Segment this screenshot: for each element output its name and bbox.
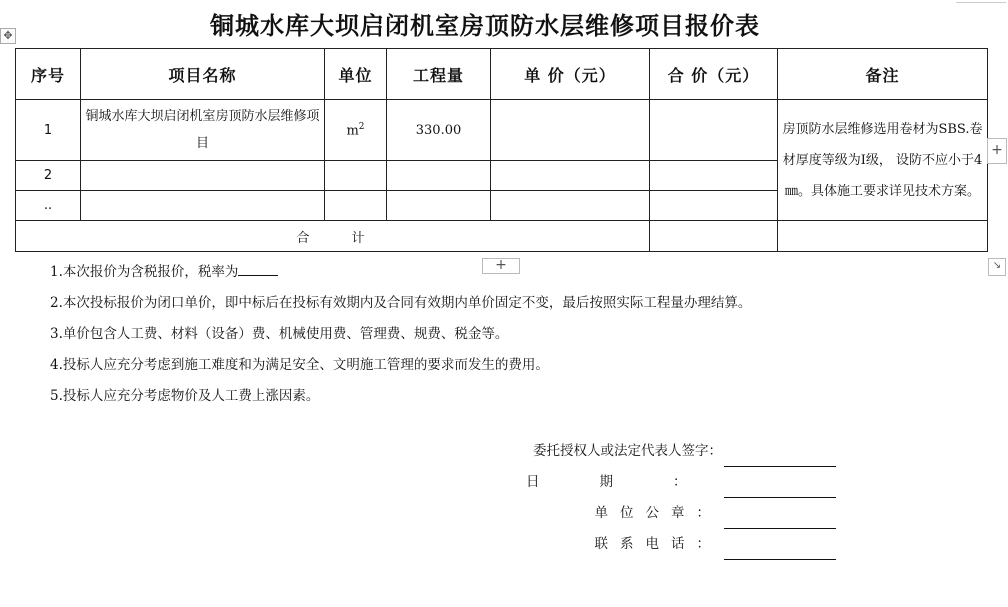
- notes-section: [50, 258, 751, 413]
- row-unit[interactable]: [325, 100, 387, 161]
- date-label: 日期：: [526, 474, 747, 490]
- add-column-icon[interactable]: +: [987, 138, 1007, 164]
- seal-row: [526, 498, 836, 529]
- note-item: 3.单价包含人工费、材料（设备）费、机械使用费、管理费、规费、税金等。: [50, 326, 509, 342]
- authorized-label: 委托授权人或法定代表人签字：: [533, 443, 722, 459]
- table-header-row: [16, 49, 988, 100]
- unit-superscript: 2: [358, 121, 365, 132]
- header-name: 项目名称: [81, 49, 325, 100]
- note-item: 5.投标人应充分考虑物价及人工费上涨因素。: [50, 388, 320, 404]
- note-item: 2.本次投标报价为闭口单价，即中标后在投标有效期内及合同有效期内单价固定不变，最后按照实际工程量办理结算。: [50, 295, 752, 311]
- header-total: 合 价（元）: [650, 49, 778, 100]
- row-price[interactable]: [491, 191, 650, 221]
- quote-table: [15, 48, 988, 252]
- row-qty[interactable]: [387, 161, 491, 191]
- document-title: 铜城水库大坝启闭机室房顶防水层维修项目报价表: [210, 12, 760, 40]
- row-qty[interactable]: 330.00: [387, 100, 491, 161]
- row-qty[interactable]: [387, 191, 491, 221]
- phone-blank[interactable]: [724, 541, 836, 560]
- row-unit[interactable]: [325, 161, 387, 191]
- total-label: 合 计: [16, 221, 650, 252]
- unit-text: m: [346, 123, 359, 139]
- header-unit: 单位: [325, 49, 387, 100]
- table-row: [16, 100, 988, 161]
- add-row-icon[interactable]: +: [482, 258, 520, 274]
- signature-section: [526, 436, 836, 560]
- phone-label: 联系电话：: [594, 536, 722, 552]
- seal-label: 单位公章：: [594, 505, 722, 521]
- table-total-row: [16, 221, 988, 252]
- total-remark-cell[interactable]: [778, 221, 988, 252]
- note-text: 1.本次报价为含税报价，税率为: [50, 264, 239, 280]
- signature-row: [526, 436, 836, 467]
- note-item: [50, 258, 751, 289]
- row-seq[interactable]: 2: [16, 161, 81, 191]
- header-seq: 序号: [16, 49, 81, 100]
- row-total[interactable]: [650, 191, 778, 221]
- seal-blank[interactable]: [724, 510, 836, 529]
- grand-total-cell[interactable]: [650, 221, 778, 252]
- row-price[interactable]: [491, 100, 650, 161]
- date-row: [526, 467, 836, 498]
- date-blank[interactable]: [724, 479, 836, 498]
- row-seq[interactable]: 1: [16, 100, 81, 161]
- page-corner-mark: [956, 2, 1006, 3]
- row-unit[interactable]: [325, 191, 387, 221]
- row-name[interactable]: [81, 161, 325, 191]
- note-item: 4.投标人应充分考虑到施工难度和为满足安全、文明施工管理的要求而发生的费用。: [50, 357, 549, 373]
- table-move-icon[interactable]: ✥: [0, 28, 16, 44]
- tax-rate-blank[interactable]: [238, 261, 278, 276]
- row-seq[interactable]: ..: [16, 191, 81, 221]
- authorized-blank[interactable]: [724, 448, 836, 467]
- header-qty: 工程量: [387, 49, 491, 100]
- header-price: 单 价（元）: [491, 49, 650, 100]
- row-price[interactable]: [491, 161, 650, 191]
- row-name[interactable]: [81, 191, 325, 221]
- header-remark: 备注: [778, 49, 988, 100]
- row-total[interactable]: [650, 161, 778, 191]
- row-name[interactable]: 铜城水库大坝启闭机室房顶防水层维修项目: [81, 100, 325, 161]
- phone-row: [526, 529, 836, 560]
- row-total[interactable]: [650, 100, 778, 161]
- remark-cell[interactable]: 房顶防水层维修选用卷材为SBS.卷材厚度等级为Ⅰ级， 设防不应小于4㎜。具体施工要求详见技术方案。: [778, 100, 988, 221]
- table-resize-icon[interactable]: ↘: [988, 258, 1006, 276]
